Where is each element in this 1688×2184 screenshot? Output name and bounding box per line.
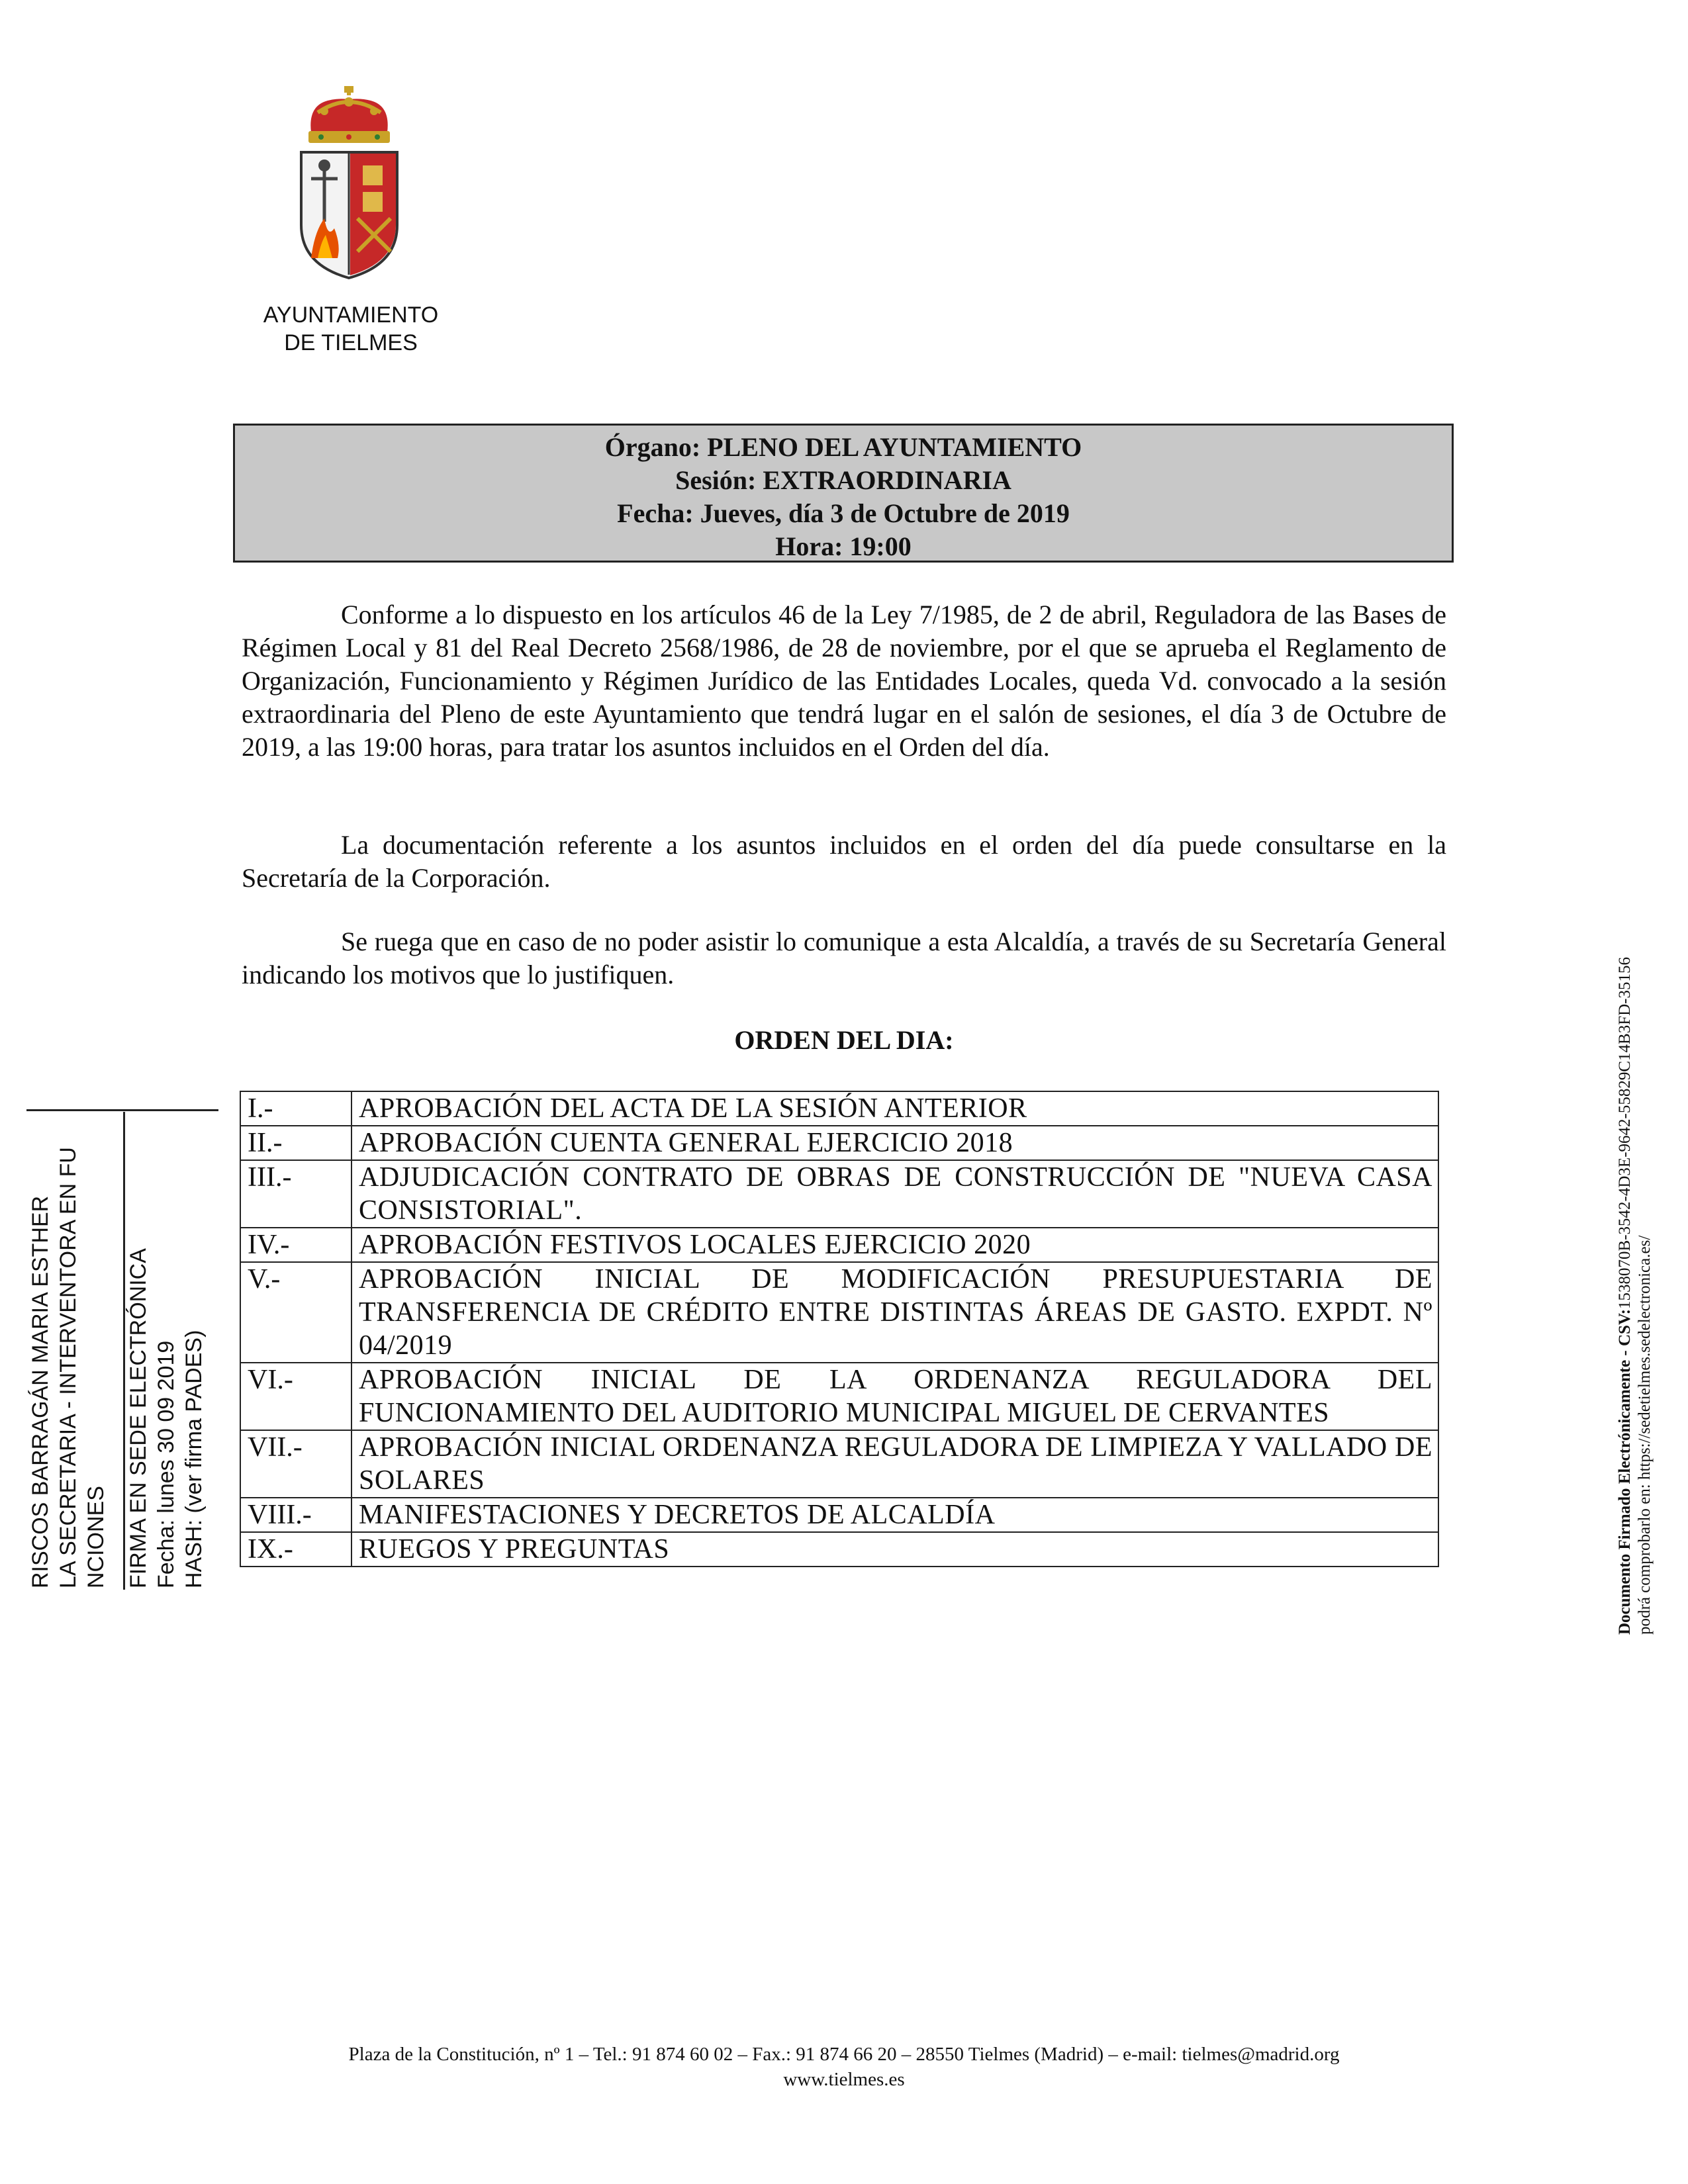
agenda-item-text: APROBACIÓN DEL ACTA DE LA SESIÓN ANTERIOR [352, 1091, 1438, 1126]
header-organo: Órgano: PLENO DEL AYUNTAMIENTO [604, 432, 1082, 462]
agenda-row [240, 1532, 1438, 1567]
signature-hash: HASH: (ver firma PADES) [181, 1330, 207, 1588]
signature-meta [124, 1105, 208, 1588]
header-sesion: Sesión: EXTRAORDINARIA [675, 465, 1011, 495]
signer-role-line1: LA SECRETARIA - INTERVENTORA EN FU [56, 1147, 81, 1588]
documentation-paragraph: La documentación referente a los asuntos incluidos en el orden del día puede consultarse en la Secretaría de la Corporación. [242, 830, 1446, 893]
signer-role-line2: NCIONES [83, 1486, 109, 1588]
header-fecha: Fecha: Jueves, día 3 de Octubre de 2019 [617, 498, 1070, 528]
agenda-item-number: VII.- [240, 1430, 352, 1498]
agenda-table [240, 1091, 1439, 1567]
agenda-item-text: APROBACIÓN INICIAL DE MODIFICACIÓN PRESUPUESTARIA DE TRANSFERENCIA DE CRÉDITO ENTRE DISTINTAS ÁREAS DE GASTO. EXPDT. Nº 04/2019 [352, 1262, 1438, 1363]
agenda-item-text: MANIFESTACIONES Y DECRETOS DE ALCALDÍA [352, 1498, 1438, 1532]
organization-name [218, 301, 483, 357]
agenda-item-text: APROBACIÓN INICIAL DE LA ORDENANZA REGULADORA DEL FUNCIONAMIENTO DEL AUDITORIO MUNICIPAL MIGUEL DE CERVANTES [352, 1363, 1438, 1430]
coat-of-arms-icon [291, 86, 407, 285]
agenda-item-number: III.- [240, 1160, 352, 1228]
csv-label: Documento Firmado Electrónicamente - CSV: [1616, 1308, 1634, 1635]
agenda-item-number: IX.- [240, 1532, 352, 1567]
signer-name: RISCOS BARRAGÁN MARIA ESTHER [28, 1195, 53, 1588]
footer-website[interactable]: www.tielmes.es [783, 2069, 905, 2090]
agenda-item-text: ADJUDICACIÓN CONTRATO DE OBRAS DE CONSTRUCCIÓN DE "NUEVA CASA CONSISTORIAL". [352, 1160, 1438, 1228]
agenda-row [240, 1126, 1438, 1160]
organization-line1: AYUNTAMIENTO [263, 302, 439, 328]
absence-paragraph: Se ruega que en caso de no poder asistir lo comunique a esta Alcaldía, a través de su Secretaría General indicando los motivos que lo justifiquen. [242, 927, 1446, 989]
csv-stamp [1615, 957, 1655, 1635]
agenda-row [240, 1498, 1438, 1532]
agenda-row [240, 1430, 1438, 1498]
agenda-title: ORDEN DEL DIA: [734, 1025, 954, 1055]
csv-line [1615, 957, 1635, 1635]
agenda-row [240, 1262, 1438, 1363]
session-header [233, 424, 1454, 563]
agenda-row [240, 1363, 1438, 1430]
agenda-row [240, 1091, 1438, 1126]
agenda-item-number: I.- [240, 1091, 352, 1126]
agenda-item-number: VIII.- [240, 1498, 352, 1532]
signature-method: FIRMA EN SEDE ELECTRÓNICA [126, 1248, 151, 1588]
agenda-item-text: APROBACIÓN CUENTA GENERAL EJERCICIO 2018 [352, 1126, 1438, 1160]
csv-code: 1538070B-3542-4D3E-9642-55829C14B3FD-35156 [1616, 957, 1634, 1309]
agenda-item-number: VI.- [240, 1363, 352, 1430]
convocation-paragraph: Conforme a lo dispuesto en los artículos 46 de la Ley 7/1985, de 2 de abril, Reguladora de las Bases de Régimen Local y 81 del Real Decreto 2568/1986, de 28 de noviembre, por el que se aprueba el Reglamento de Organización, Funcionamiento y Régimen Jurídico de las Entidades Locales, queda Vd. convocado a la sesión extraordinaria del Pleno de este Ayuntamiento que tendrá lugar en el salón de sesiones, el día 3 de Octubre de 2019, a las 19:00 horas, para tratar los asuntos incluidos en el Orden del día. [242, 600, 1446, 762]
signer-group [26, 1105, 110, 1588]
agenda-item-number: II.- [240, 1126, 352, 1160]
signature-date: Fecha: lunes 30 09 2019 [154, 1340, 179, 1588]
agenda-row [240, 1228, 1438, 1262]
agenda-item-text: APROBACIÓN FESTIVOS LOCALES EJERCICIO 2020 [352, 1228, 1438, 1262]
csv-verify-link[interactable]: podrá comprobarlo en: https://sedetielmes.sedelectronica.es/ [1636, 1235, 1654, 1635]
footer-address: Plaza de la Constitución, nº 1 – Tel.: 91 874 60 02 – Fax.: 91 874 66 20 – 28550 Tielmes (Madrid) – e-mail: tielmes@madrid.org [348, 2044, 1340, 2065]
agenda-item-number: V.- [240, 1262, 352, 1363]
agenda-item-text: RUEGOS Y PREGUNTAS [352, 1532, 1438, 1567]
agenda-row [240, 1160, 1438, 1228]
page-footer [199, 2042, 1489, 2092]
agenda-item-number: IV.- [240, 1228, 352, 1262]
agenda-item-text: APROBACIÓN INICIAL ORDENANZA REGULADORA DE LIMPIEZA Y VALLADO DE SOLARES [352, 1430, 1438, 1498]
organization-line2: DE TIELMES [284, 330, 418, 355]
header-hora: Hora: 19:00 [775, 531, 912, 561]
